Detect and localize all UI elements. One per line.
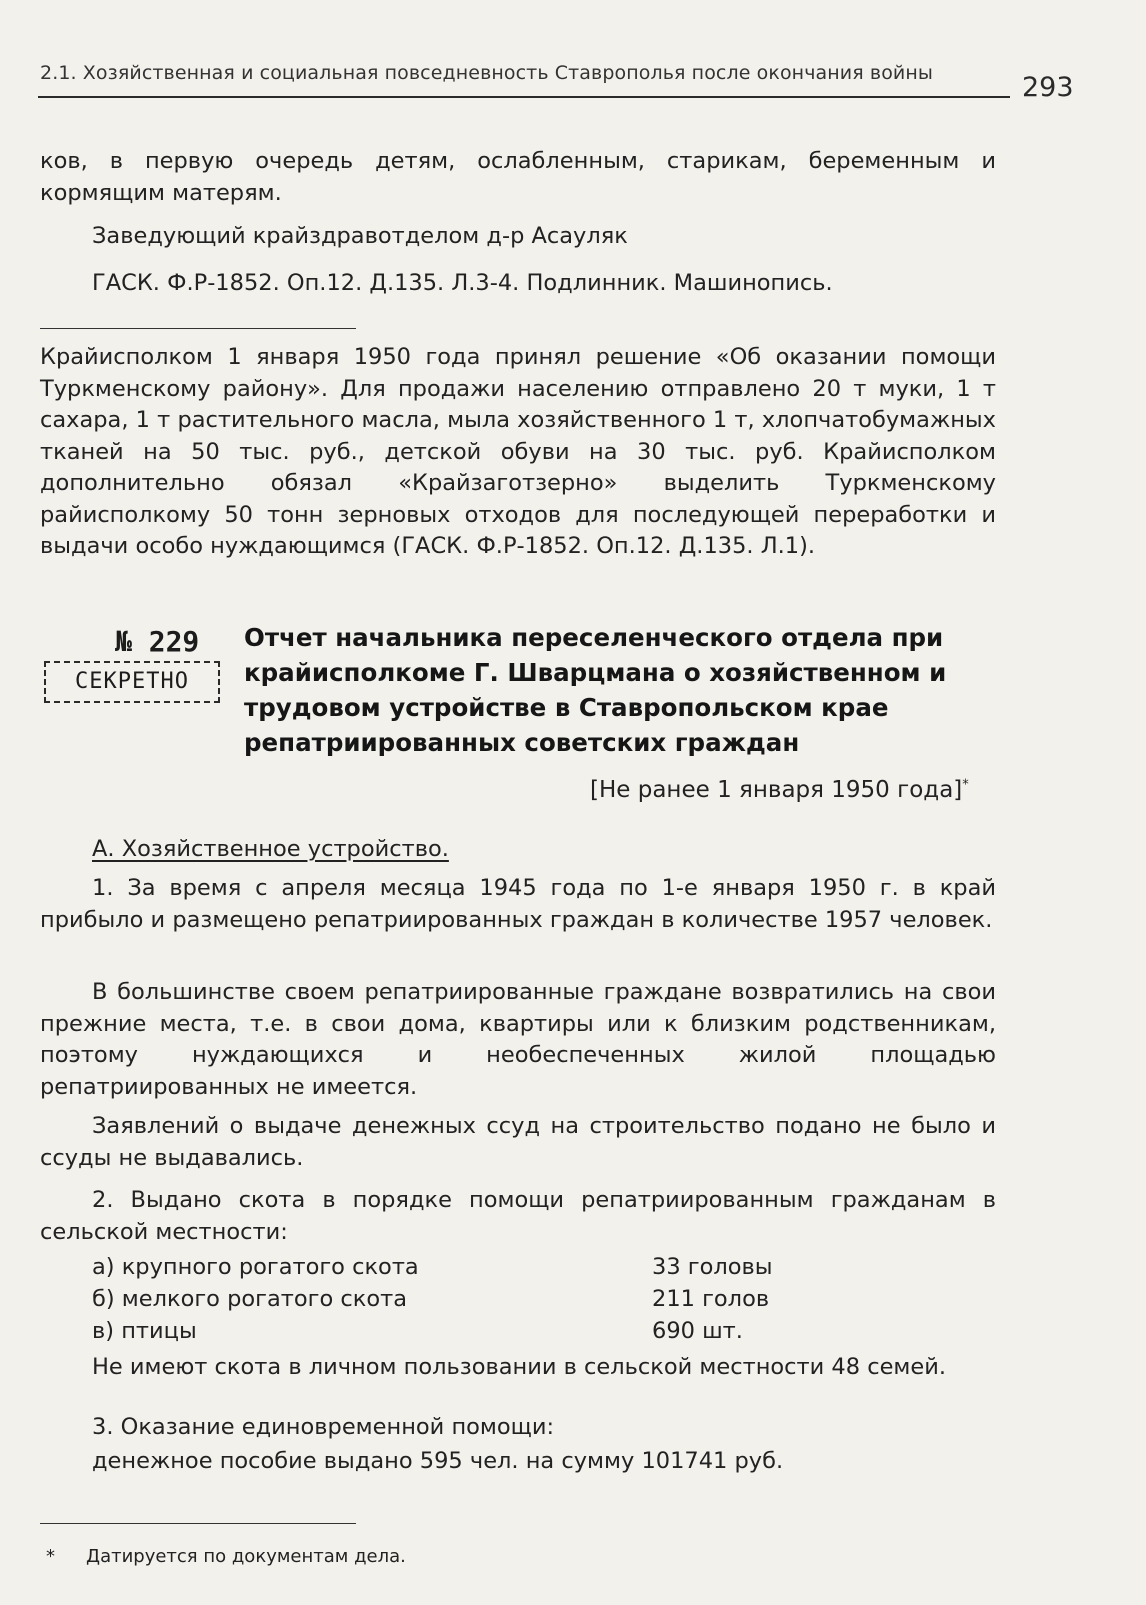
livestock-row [92, 1254, 792, 1286]
no-livestock-line: Не имеют скота в личном пользовании в сельской местности 48 семей. [92, 1354, 947, 1380]
livestock-value: 211 голов [652, 1286, 770, 1312]
livestock-label: в) птицы [92, 1318, 197, 1344]
livestock-row [92, 1286, 792, 1318]
footnote [46, 1546, 406, 1567]
livestock-value: 690 шт. [652, 1318, 743, 1344]
livestock-value: 33 головы [652, 1254, 773, 1280]
paragraph-4: 2. Выдано скота в порядке помощи репатриированным гражданам в сельской местности: [40, 1187, 996, 1245]
document-date-text: [Не ранее 1 января 1950 года] [590, 777, 963, 803]
item-3-text: денежное пособие выдано 595 чел. на сумму 101741 руб. [92, 1448, 784, 1474]
livestock-label: а) крупного рогатого скота [92, 1254, 419, 1280]
paragraph-1: 1. За время с апреля месяца 1945 года по 1-е января 1950 г. в край прибыло и размещено репатриированных граждан в количестве 1957 человек. [40, 875, 996, 933]
header-rule [38, 96, 1010, 98]
page-number: 293 [1022, 72, 1074, 103]
livestock-row [92, 1318, 792, 1350]
document-date [590, 777, 969, 803]
footnote-rule [40, 1523, 356, 1524]
running-header: 2.1. Хозяйственная и социальная повседневность Ставрополья после окончания войны [40, 62, 933, 84]
document-number: № 229 [115, 625, 200, 658]
archive-reference: ГАСК. Ф.Р-1852. Оп.12. Д.135. Л.3-4. Подлинник. Машинопись. [92, 270, 833, 296]
footnote-text: Датируется по документам дела. [86, 1546, 406, 1567]
secret-stamp: СЕКРЕТНО [44, 661, 220, 703]
commentary-rule [40, 328, 356, 329]
section-a-heading: А. Хозяйственное устройство. [92, 836, 449, 862]
document-title: Отчет начальника переселенческого отдела при крайисполкоме Г. Шварцмана о хозяйственном и трудовом устройстве в Ставропольском крае репатриированных советских граждан [244, 623, 947, 757]
paragraph-3: Заявлений о выдаче денежных ссуд на строительство подано не было и ссуды не выдавались. [40, 1113, 996, 1171]
paragraph-2: В большинстве своем репатриированные граждане возвратились на свои прежние места, т.е. в свои дома, квартиры или к близким родственникам, поэтому нуждающихся и необеспеченных жилой площадью репатриированных не имеется. [40, 979, 996, 1100]
continuation-paragraph: ков, в первую очередь детям, ослабленным, старикам, беременным и кормящим матерям. [40, 148, 996, 206]
date-footnote-mark: * [962, 777, 969, 793]
livestock-label: б) мелкого рогатого скота [92, 1286, 407, 1312]
footnote-mark: * [46, 1546, 55, 1567]
item-3-heading: 3. Оказание единовременной помощи: [92, 1414, 555, 1440]
signature-line: Заведующий крайздравотделом д-р Асауляк [92, 223, 628, 249]
commentary-paragraph: Крайисполком 1 января 1950 года принял решение «Об оказании помощи Туркменскому району». Для продажи населению отправлено 20 т муки, 1 т сахара, 1 т растительного масла, мыла хозяйственного 1 т, хлопчатобумажных тканей на 50 тыс. руб., детской обуви на 30 тыс. руб. Крайисполком дополнительно обязал «Крайзаготзерно» выделить Туркменскому райисполкому 50 тонн зерновых отходов для последующей переработки и выдачи особо нуждающимся (ГАСК. Ф.Р-1852. Оп.12. Д.135. Л.1). [40, 344, 996, 559]
